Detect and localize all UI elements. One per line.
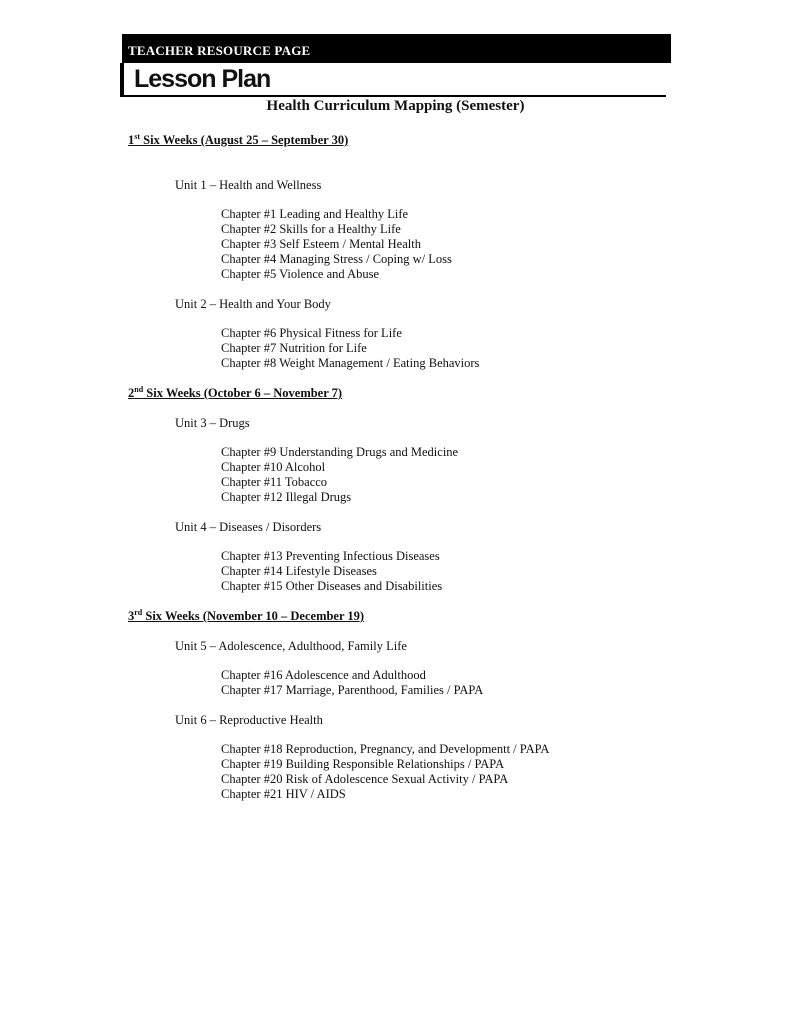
unit-heading: Unit 4 – Diseases / Disorders (175, 520, 322, 534)
chapter-item: Chapter #11 Tobacco (221, 475, 328, 489)
chapter-item: Chapter #3 Self Esteem / Mental Health (221, 237, 421, 251)
chapter-item: Chapter #20 Risk of Adolescence Sexual Activity / PAPA (221, 772, 509, 786)
chapter-item: Chapter #4 Managing Stress / Coping w/ Loss (221, 252, 452, 266)
chapter-item: Chapter #17 Marriage, Parenthood, Families / PAPA (221, 683, 484, 697)
section-heading: 1st Six Weeks (August 25 – September 30) (128, 131, 349, 147)
chapter-item: Chapter #13 Preventing Infectious Diseases (221, 549, 440, 563)
chapter-item: Chapter #9 Understanding Drugs and Medicine (221, 445, 459, 459)
section-heading: 3rd Six Weeks (November 10 – December 19) (128, 607, 365, 623)
header-banner (122, 34, 671, 63)
section-heading: 2nd Six Weeks (October 6 – November 7) (128, 384, 343, 400)
chapter-item: Chapter #2 Skills for a Healthy Life (221, 222, 401, 236)
chapter-item: Chapter #6 Physical Fitness for Life (221, 326, 402, 340)
chapter-item: Chapter #18 Reproduction, Pregnancy, and Developmentt / PAPA (221, 742, 550, 756)
document-subtitle: Health Curriculum Mapping (Semester) (266, 98, 525, 114)
chapter-item: Chapter #8 Weight Management / Eating Behaviors (221, 356, 480, 370)
chapter-item: Chapter #12 Illegal Drugs (221, 490, 352, 504)
unit-heading: Unit 6 – Reproductive Health (175, 713, 323, 727)
unit-heading: Unit 3 – Drugs (175, 416, 250, 430)
chapter-item: Chapter #7 Nutrition for Life (221, 341, 367, 355)
chapter-item: Chapter #15 Other Diseases and Disabilities (221, 579, 443, 593)
unit-heading: Unit 5 – Adolescence, Adulthood, Family Life (175, 639, 407, 653)
title-accent-bar (120, 63, 124, 96)
unit-heading: Unit 1 – Health and Wellness (175, 178, 322, 192)
chapter-item: Chapter #5 Violence and Abuse (221, 267, 380, 281)
banner-text: TEACHER RESOURCE PAGE (128, 43, 311, 58)
chapter-item: Chapter #19 Building Responsible Relationships / PAPA (221, 757, 505, 771)
page-title: Lesson Plan (134, 65, 271, 93)
chapter-item: Chapter #14 Lifestyle Diseases (221, 564, 377, 578)
title-rule (120, 95, 666, 97)
chapter-item: Chapter #16 Adolescence and Adulthood (221, 668, 426, 682)
unit-heading: Unit 2 – Health and Your Body (175, 297, 331, 311)
chapter-item: Chapter #21 HIV / AIDS (221, 787, 346, 801)
chapter-item: Chapter #1 Leading and Healthy Life (221, 207, 409, 221)
chapter-item: Chapter #10 Alcohol (221, 460, 326, 474)
